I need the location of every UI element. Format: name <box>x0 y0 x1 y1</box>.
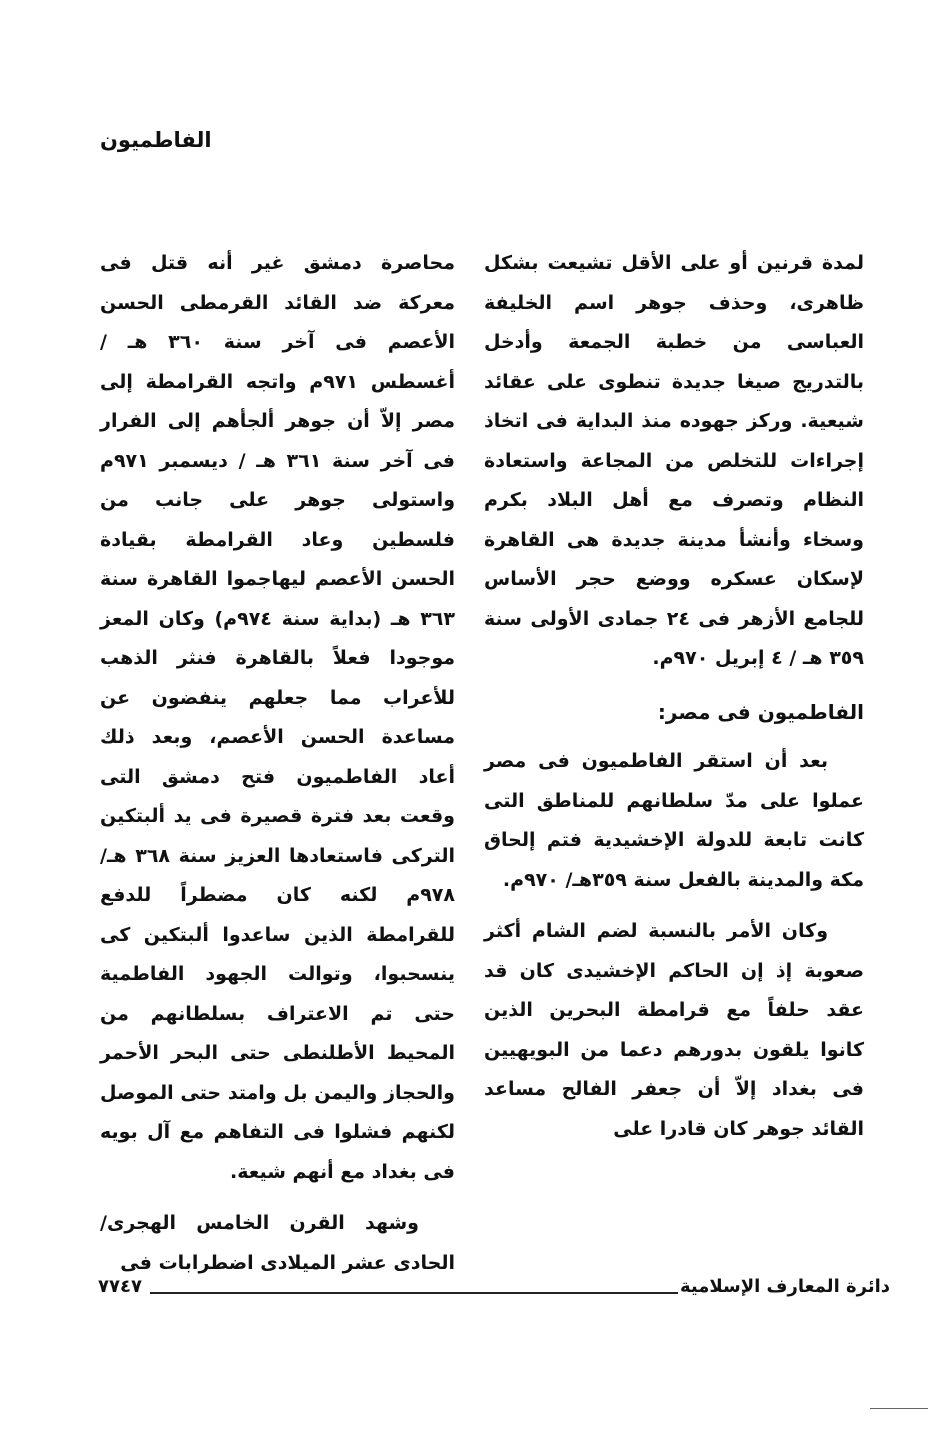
page-footer <box>98 1276 890 1306</box>
publication-title: دائرة المعارف الإسلامية <box>679 1276 890 1297</box>
right-paragraph-3: وكان الأمر بالنسبة لضم الشام أكثر صعوبة إذ إن الحاكم الإخشيدى كان قد عقد حلفاً مع قرامطة البحرين الذين كانوا يلقون بدورهم دعما من البويهيين فى بغداد إلاّ أن جعفر الفالح مساعد القائد جوهر كان قادرا على <box>484 920 864 1140</box>
running-header: الفاطميون <box>100 128 212 152</box>
footer-rule <box>150 1292 678 1294</box>
left-paragraph-2: وشهد القرن الخامس الهجرى/ الحادى عشر الميلادى اضطرابات فى <box>100 1212 455 1274</box>
left-paragraph-1: محاصرة دمشق غير أنه قتل فى معركة ضد القائد القرمطى الحسن الأعصم فى آخر سنة ٣٦٠ هـ / أغسطس ٩٧١م واتجه القرامطة إلى مصر إلاّ أن جوهر ألجأهم إلى الفرار فى آخر سنة ٣٦١ هـ / ديسمبر ٩٧١م واستولى جوهر على جانب من فلسطين وعاد القرامطة بقيادة الحسن الأعصم ليهاجموا القاهرة سنة ٣٦٣ هـ (بداية سنة ٩٧٤م) وكان المعز موجودا فعلاً بالقاهرة فنثر الذهب للأعراب مما جعلهم ينفضون عن مساعدة الحسن الأعصم، وبعد ذلك أعاد الفاطميون فتح دمشق التى وقعت بعد فترة قصيرة فى يد ألبتكين التركى فاستعادها العزيز سنة ٣٦٨ هـ/ ٩٧٨م لكنه كان مضطراً للدفع للقرامطة الذين ساعدوا ألبتكين كى ينسحبوا، وتوالت الجهود الفاطمية حتى تم الاعتراف بسلطانهم من المحيط الأطلنطى حتى البحر الأحمر والحجاز واليمن بل وامتد حتى الموصل لكنهم فشلوا فى التفاهم مع آل بويه فى بغداد مع أنهم شيعة. <box>100 252 455 1183</box>
right-paragraph-2: بعد أن استقر الفاطميون فى مصر عملوا على مدّ سلطانهم للمناطق التى كانت تابعة للدولة الإخشيدية فتم إلحاق مكة والمدينة بالفعل سنة ٣٥٩هـ/ ٩٧٠م. <box>484 750 864 891</box>
right-paragraph-1: لمدة قرنين أو على الأقل تشيعت بشكل ظاهرى، وحذف جوهر اسم الخليفة العباسى من خطبة الجمعة وأدخل بالتدريج صيغا جديدة تنطوى على عقائد شيعية. وركز جهوده منذ البداية فى اتخاذ إجراءات للتخلص من المجاعة واستعادة النظام وتصرف مع أهل البلاد بكرم وسخاء وأنشأ مدينة جديدة هى القاهرة لإسكان عسكره ووضع حجر الأساس للجامع الأزهر فى ٢٤ جمادى الأولى سنة ٣٥٩ هـ / ٤ إبريل ٩٧٠م. <box>484 252 864 669</box>
page-number: ٧٧٤٧ <box>98 1276 142 1297</box>
right-column <box>484 244 864 1149</box>
left-column <box>100 244 455 1283</box>
corner-rule <box>870 1408 928 1409</box>
section-heading: الفاطميون فى مصر: <box>657 699 864 724</box>
